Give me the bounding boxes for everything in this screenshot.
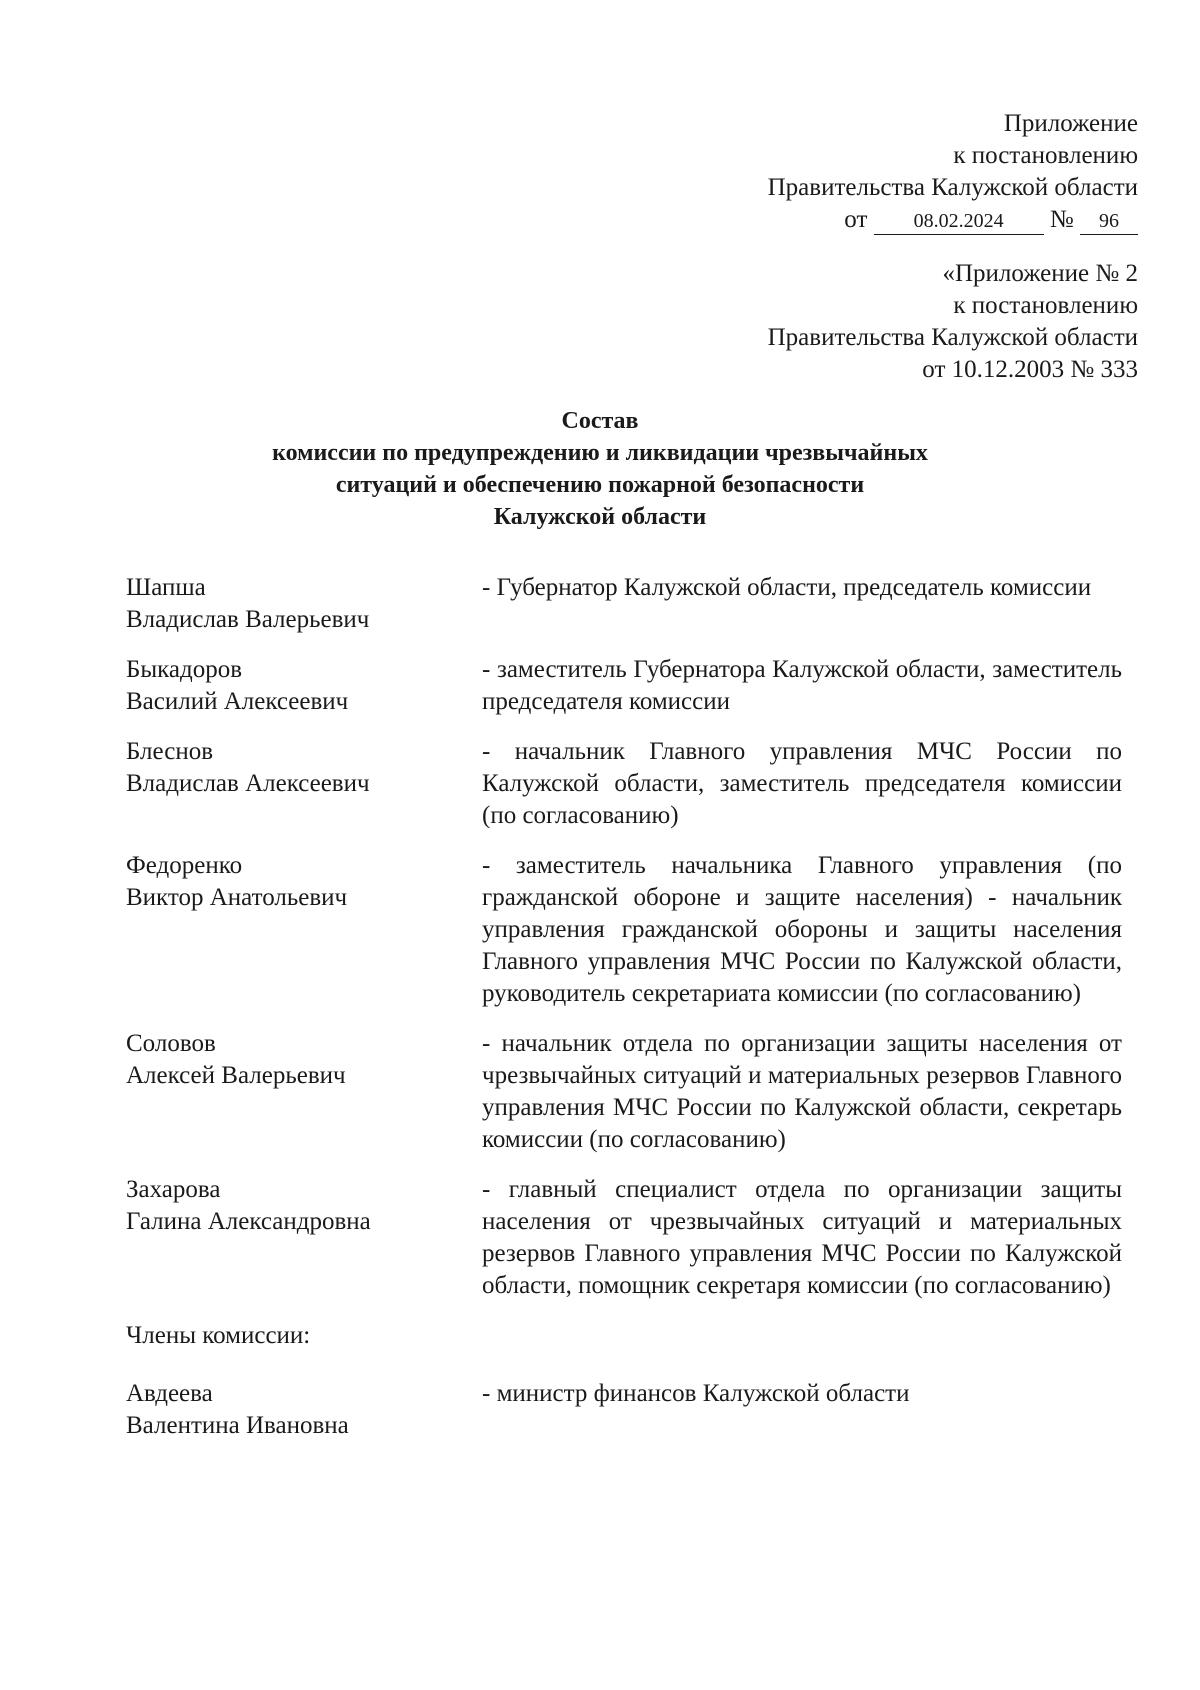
member-given-name: Алексей Валерьевич <box>126 1062 346 1089</box>
member-given-name: Василий Алексеевич <box>126 688 349 715</box>
prev-appendix-line-3: Правительства Калужской области <box>767 324 1138 351</box>
members-section-label: Члены комиссии: <box>126 1322 311 1349</box>
member-entry <box>126 850 1126 1010</box>
from-label: от <box>844 206 868 233</box>
appendix-line-3: Правительства Калужской области <box>767 174 1138 201</box>
member-role: - начальник Главного управления МЧС России по Калужской области, заместитель председателя комиссии (по согласованию) <box>482 738 1122 829</box>
member-name <box>126 1174 482 1302</box>
prev-appendix-line-1: «Приложение № 2 <box>942 260 1138 287</box>
member-given-name: Владислав Алексеевич <box>126 770 370 797</box>
member-given-name: Валентина Ивановна <box>126 1412 349 1439</box>
appendix-date: 08.02.2024 <box>874 208 1044 235</box>
member-name <box>126 1028 482 1156</box>
title-line-4: Калужской области <box>493 504 707 530</box>
member-entry <box>126 1174 1126 1302</box>
prev-appendix-line-2: к постановлению <box>953 292 1138 319</box>
member-given-name: Виктор Анатольевич <box>126 884 348 911</box>
member-entry <box>126 1028 1126 1156</box>
title-line-3: ситуаций и обеспечению пожарной безопасности <box>335 472 865 498</box>
member-entry <box>126 736 1126 832</box>
member-entry <box>126 572 1126 636</box>
member-role: - главный специалист отдела по организации защиты населения от чрезвычайных ситуаций и материальных резервов Главного управления МЧС России по Калужской области, помощник секретаря комиссии (по согласованию) <box>482 1176 1122 1299</box>
member-entry <box>126 654 1126 718</box>
member-surname: Соловов <box>126 1030 216 1057</box>
appendix-line-2: к постановлению <box>953 142 1138 169</box>
member-given-name: Владислав Валерьевич <box>126 606 370 633</box>
title-line-2: комиссии по предупреждению и ликвидации чрезвычайных <box>272 440 928 466</box>
committee-member-entry <box>126 1378 1126 1442</box>
member-role: - министр финансов Калужской области <box>482 1380 910 1407</box>
commission-roster <box>126 572 1126 1460</box>
appendix-header <box>768 108 1138 236</box>
number-label: № <box>1049 206 1074 233</box>
member-role: - заместитель Губернатора Калужской области, заместитель председателя комиссии <box>482 656 1122 715</box>
prev-appendix-line-4: от 10.12.2003 № 333 <box>922 356 1138 383</box>
member-name <box>126 654 482 718</box>
member-surname: Блеснов <box>126 738 213 765</box>
member-surname: Шапша <box>126 574 206 601</box>
member-role: - заместитель начальника Главного управления (по гражданской обороне и защите населения) - начальник управления гражданской обороны и защиты населения Главного управления МЧС России по Калужской области, руководитель секретариата комиссии (по согласованию) <box>482 852 1122 1007</box>
title-line-1: Состав <box>561 408 639 434</box>
member-surname: Авдеева <box>126 1380 213 1407</box>
appendix-line-1: Приложение <box>1003 110 1138 137</box>
appendix-date-line <box>768 204 1138 236</box>
member-surname: Захарова <box>126 1176 221 1203</box>
document-title <box>0 405 1200 533</box>
member-name <box>126 850 482 1010</box>
member-role: - Губернатор Калужской области, председатель комиссии <box>482 574 1092 601</box>
member-surname: Федоренко <box>126 852 243 879</box>
member-role: - начальник отдела по организации защиты населения от чрезвычайных ситуаций и материальных резервов Главного управления МЧС России по Калужской области, секретарь комиссии (по согласованию) <box>482 1030 1122 1153</box>
member-name <box>126 1378 482 1442</box>
member-name <box>126 572 482 636</box>
previous-appendix-header <box>768 258 1138 386</box>
member-name <box>126 736 482 832</box>
appendix-number: 96 <box>1080 208 1138 235</box>
member-surname: Быкадоров <box>126 656 243 683</box>
member-given-name: Галина Александровна <box>126 1208 371 1235</box>
